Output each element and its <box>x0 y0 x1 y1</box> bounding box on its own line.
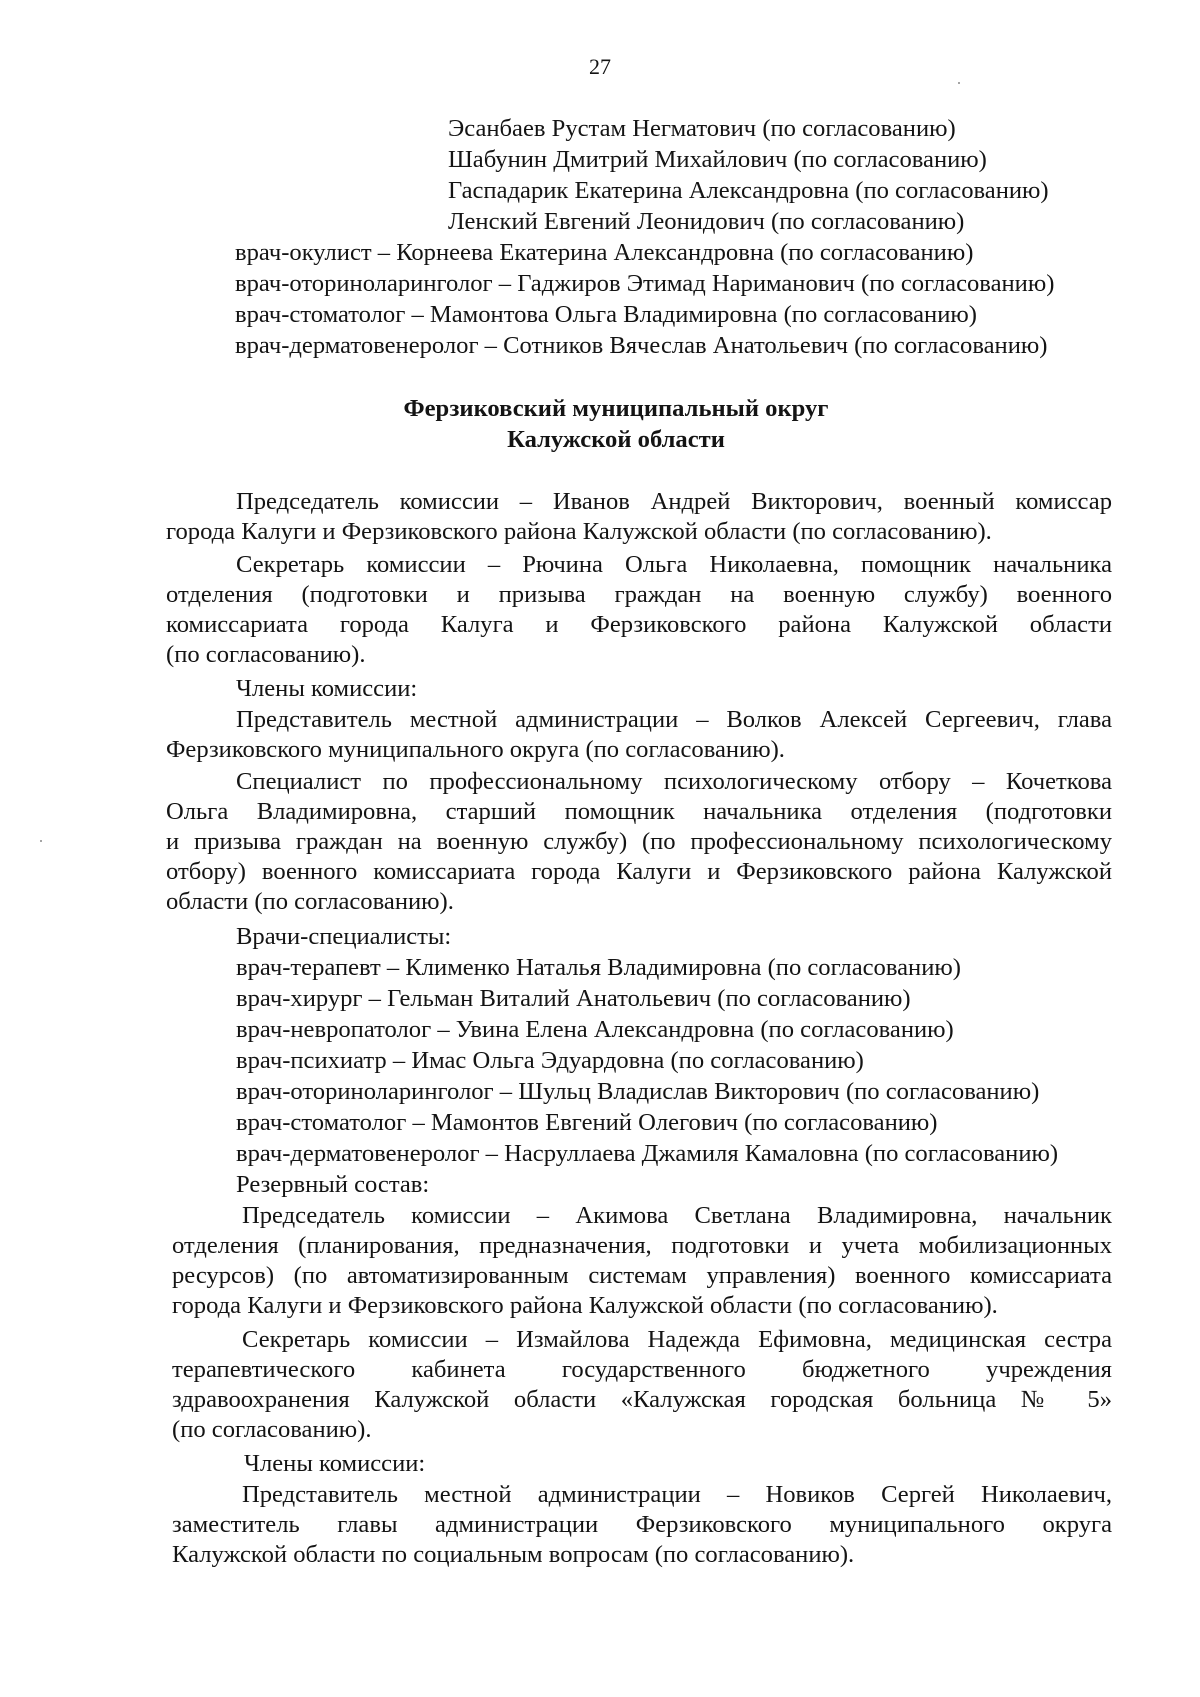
reserve-label: Резервный состав: <box>236 1171 430 1198</box>
member-name-line: Ленский Евгений Леонидович (по согласованию) <box>448 208 965 235</box>
paragraph-line: города Калуги и Ферзиковского района Калужской области (по согласованию). <box>166 518 992 545</box>
paragraph-line: Секретарь комиссии – Измайлова Надежда Ефимовна, медицинская сестра <box>242 1326 1112 1353</box>
paragraph-line: ресурсов) (по автоматизированным системам управления) военного комиссариата <box>172 1262 1112 1289</box>
section-title-line1: Ферзиковский муниципальный округ <box>403 395 829 422</box>
paragraph-line: здравоохранения Калужской области «Калужская городская больница № 5» <box>172 1386 1112 1413</box>
paragraph-line: Ферзиковского муниципального округа (по согласованию). <box>166 736 785 763</box>
member-name-line: Шабунин Дмитрий Михайлович (по согласованию) <box>448 146 987 173</box>
paragraph-line: терапевтического кабинета государственного бюджетного учреждения <box>172 1356 1112 1383</box>
psych-specialist-paragraph <box>166 767 1112 917</box>
paragraph-line: отбору) военного комиссариата города Калуги и Ферзиковского района Калужской <box>166 858 1112 885</box>
members-label: Члены комиссии: <box>236 675 418 702</box>
chairman-paragraph <box>166 487 1112 547</box>
doctor-line: врач-невропатолог – Увина Елена Александровна (по согласованию) <box>236 1016 954 1043</box>
paragraph-line: Секретарь комиссии – Рючина Ольга Николаевна, помощник начальника <box>236 551 1112 578</box>
doctor-line: врач-стоматолог – Мамонтов Евгений Олегович (по согласованию) <box>236 1109 938 1136</box>
reserve-chairman-paragraph <box>172 1201 1112 1321</box>
doctor-line: врач-психиатр – Имас Ольга Эдуардовна (по согласованию) <box>236 1047 864 1074</box>
doctor-line: врач-дерматовенеролог – Насруллаева Джамиля Камаловна (по согласованию) <box>236 1140 1059 1167</box>
doctor-line: врач-терапевт – Клименко Наталья Владимировна (по согласованию) <box>236 954 961 981</box>
member-name-line: Эсанбаев Рустам Негматович (по согласованию) <box>448 115 956 142</box>
doctors-label: Врачи-специалисты: <box>236 923 452 950</box>
reserve-admin-rep-paragraph <box>172 1480 1112 1570</box>
reserve-secretary-paragraph <box>172 1325 1112 1445</box>
doctor-line: врач-стоматолог – Мамонтова Ольга Владимировна (по согласованию) <box>235 301 977 328</box>
doctor-line: врач-хирург – Гельман Виталий Анатольевич (по согласованию) <box>236 985 911 1012</box>
paragraph-line: Калужской области по социальным вопросам (по согласованию). <box>172 1541 855 1568</box>
doctor-line: врач-оториноларинголог – Гаджиров Этимад Нариманович (по согласованию) <box>235 270 1055 297</box>
paragraph-line: (по согласованию). <box>172 1416 372 1443</box>
admin-rep-paragraph <box>166 705 1112 765</box>
page-number: 27 <box>589 54 611 79</box>
section-title-line2: Калужской области <box>507 426 725 453</box>
secretary-paragraph <box>166 550 1112 670</box>
doctor-line: врач-окулист – Корнеева Екатерина Александровна (по согласованию) <box>235 239 974 266</box>
paragraph-line: и призыва граждан на военную службу) (по профессиональному психологическому <box>166 828 1112 855</box>
paragraph-line: комиссариата города Калуга и Ферзиковского района Калужской области <box>166 611 1112 638</box>
doctor-line: врач-дерматовенеролог – Сотников Вячеслав Анатольевич (по согласованию) <box>235 332 1048 359</box>
paragraph-line: (по согласованию). <box>166 641 366 668</box>
paragraph-line: города Калуги и Ферзиковского района Калужской области (по согласованию). <box>172 1292 998 1319</box>
member-name-line: Гаспадарик Екатерина Александровна (по согласованию) <box>448 177 1049 204</box>
paragraph-line: отделения (планирования, предназначения, подготовки и учета мобилизационных <box>172 1232 1112 1259</box>
paragraph-line: Специалист по профессиональному психологическому отбору – Кочеткова <box>236 768 1112 795</box>
doctor-line: врач-оториноларинголог – Шульц Владислав Викторович (по согласованию) <box>236 1078 1040 1105</box>
paragraph-line: Представитель местной администрации – Новиков Сергей Николаевич, <box>242 1481 1112 1508</box>
paragraph-line: области (по согласованию). <box>166 888 454 915</box>
paragraph-line: Председатель комиссии – Акимова Светлана Владимировна, начальник <box>242 1202 1112 1229</box>
paragraph-line: Председатель комиссии – Иванов Андрей Викторович, военный комиссар <box>236 488 1112 515</box>
scan-speck <box>40 840 42 842</box>
paragraph-line: Ольга Владимировна, старший помощник начальника отделения (подготовки <box>166 798 1112 825</box>
paragraph-line: отделения (подготовки и призыва граждан на военную службу) военного <box>166 581 1112 608</box>
paragraph-line: Представитель местной администрации – Волков Алексей Сергеевич, глава <box>236 706 1112 733</box>
scan-speck <box>958 82 960 84</box>
reserve-members-label: Члены комиссии: <box>244 1450 426 1477</box>
paragraph-line: заместитель главы администрации Ферзиковского муниципального округа <box>172 1511 1112 1538</box>
